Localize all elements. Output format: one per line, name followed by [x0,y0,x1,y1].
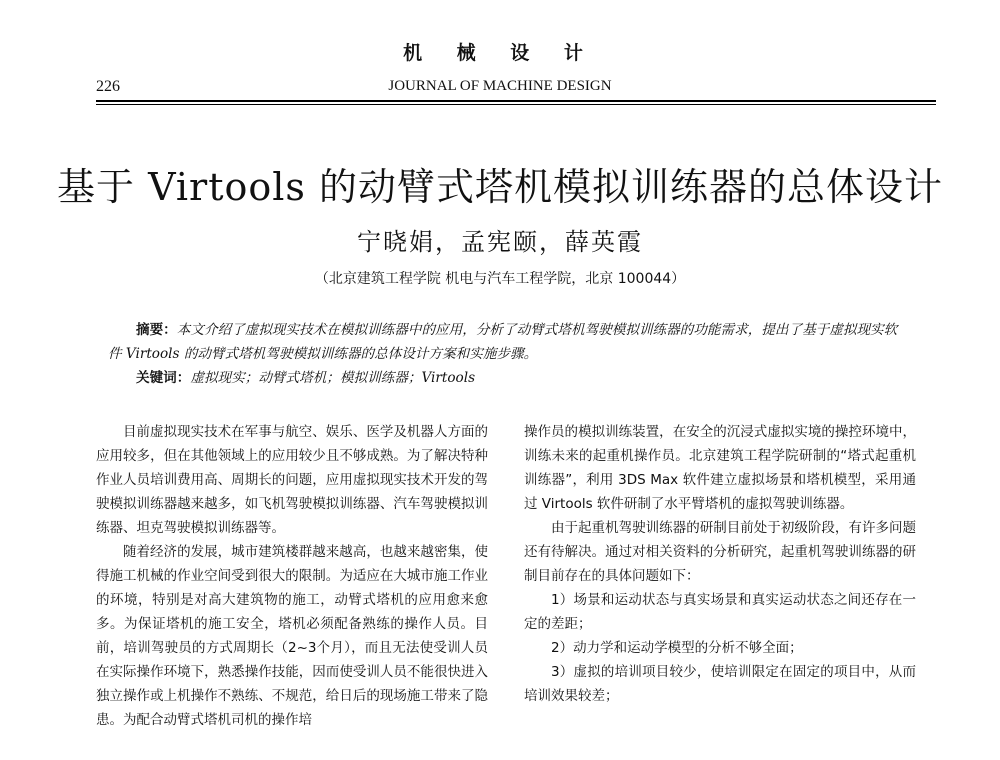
author-affiliation: （北京建筑工程学院 机电与汽车工程学院，北京 100044） [314,271,686,287]
body-column-right [524,420,916,708]
body-paragraph: 随着经济的发展，城市建筑楼群越来越高，也越来越密集，使得施工机械的作业空间受到很大的限制。为适应在大城市施工作业的环境，特别是对高大建筑物的施工，动臂式塔机的应用愈来愈多。为保证塔机的施工安全，塔机必须配备熟练的操作人员。目前，培训驾驶员的方式周期长（2~3个月），而且无法使受训人员在实际操作环境下，熟悉操作技能，因而使受训人员不能很快进入独立操作或上机操作不熟练、不规范，给日后的现场施工带来了隐患。为配合动臂式塔机司机的操作培 [96,544,488,728]
body-paragraph-continued: 操作员的模拟训练装置，在安全的沉浸式虚拟实境的操控环境中，训练未来的起重机操作员。北京建筑工程学院研制的“塔式起重机训练器”，利用 3DS Max 软件建立虚拟场景和塔机模型，采用通过 Virtools 软件研制了水平臂塔机的虚拟驾驶训练器。 [524,424,916,512]
abstract-label: 摘要： [136,322,177,338]
body-column-left [96,420,488,732]
body-paragraph: 目前虚拟现实技术在军事与航空、娱乐、医学及机器人方面的应用较多，但在其他领域上的应用较少且不够成熟。为了解决特种作业人员培训费用高、周期长的问题，应用虚拟现实技术开发的驾驶模拟训练器越来越多，如飞机驾驶模拟训练器、汽车驾驶模拟训练器、坦克驾驶模拟训练器等。 [96,424,488,536]
journal-title-english: JOURNAL OF MACHINE DESIGN [388,78,612,94]
abstract-text: 本文介绍了虚拟现实技术在模拟训练器中的应用，分析了动臂式塔机驾驶模拟训练器的功能需求，提出了基于虚拟现实软件 Virtools 的动臂式塔机驾驶模拟训练器的总体设计方案和实施步骤。 [108,322,898,362]
header-rule-thick [96,100,936,102]
keywords-label: 关键词： [136,370,191,386]
abstract-block [108,318,908,390]
abstract-paragraph [108,318,908,366]
keywords-text: 虚拟现实；动臂式塔机；模拟训练器；Virtools [190,370,476,386]
page-number: 226 [96,78,120,95]
keywords-line [108,366,908,390]
journal-title-chinese: 机 械 设 计 [403,42,597,64]
problem-list-item: 2）动力学和运动学模型的分析不够全面； [551,640,803,656]
problem-list-item: 1）场景和运动状态与真实场景和真实运动状态之间还存在一定的差距； [524,592,916,632]
header-rule-thin [96,104,936,105]
body-paragraph: 由于起重机驾驶训练器的研制目前处于初级阶段，有许多问题还有待解决。通过对相关资料的分析研究，起重机驾驶训练器的研制目前存在的具体问题如下： [524,520,916,584]
article-authors: 宁晓娟，孟宪颐，薛英霞 [357,228,643,256]
article-title: 基于 Virtools 的动臂式塔机模拟训练器的总体设计 [57,165,943,209]
problem-list-item: 3）虚拟的培训项目较少，使培训限定在固定的项目中，从而培训效果较差； [524,664,916,704]
